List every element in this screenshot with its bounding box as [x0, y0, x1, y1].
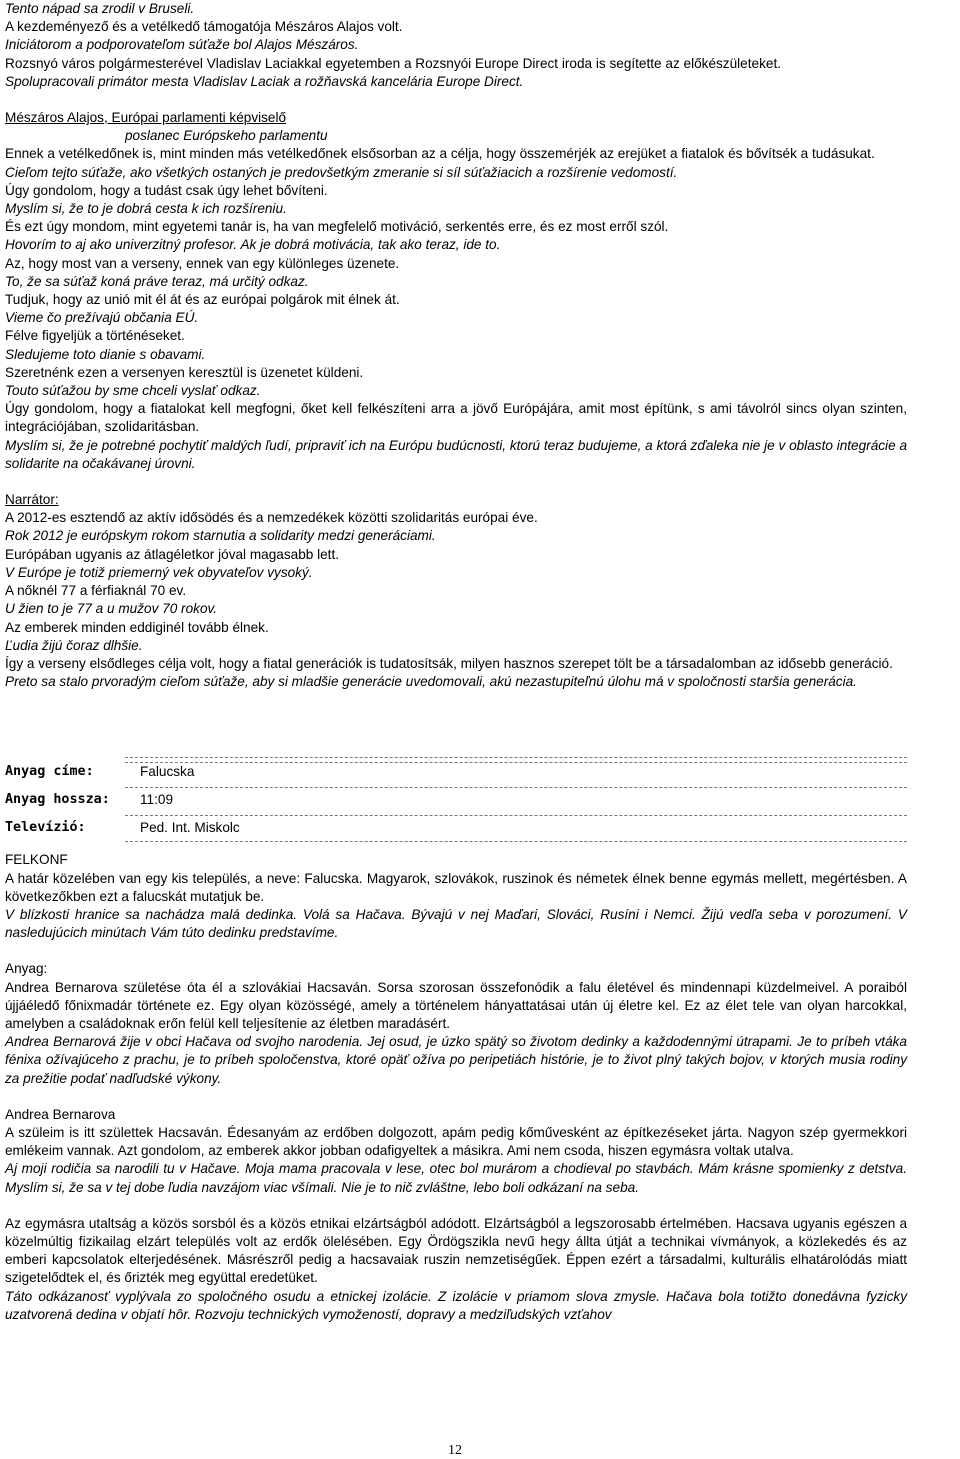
narrator-section [5, 509, 907, 691]
anyag-label: Anyag: [5, 961, 48, 977]
spacer [5, 473, 907, 491]
text-line: Myslím si, že to je dobrá cesta k ich rozšíreniu. [5, 201, 287, 217]
text-line: V blízkosti hranice sa nachádza malá dedinka. Volá sa Hačava. Bývajú v nej Maďari, Slováci, Rusíni i Nemci. Žijú vedľa seba v porozumení. V nasledujúcich minútach Vám túto dedinku predstavíme. [5, 906, 907, 941]
text-line: Rozsnyó város polgármesterével Vladislav Laciakkal egyetemben a Rozsnyói Europe Direct iroda is segítette az előkészületeket. [5, 55, 781, 71]
text-line: A nőknél 77 a férfiaknál 70 ev. [5, 583, 187, 599]
narrator-label: Narrátor: [5, 492, 59, 508]
document-page [5, 0, 907, 1324]
closing-section [5, 1215, 907, 1324]
text-line: Aj moji rodičia sa narodili tu v Hačave. Moja mama pracovala v lese, otec bol murárom a chodieval po stavbách. Mám krásne spomienky z detstva. Myslím si, že sa v tej dobe ľudia navzájom viac všímali. Nie je to nič zvláštne, lebo boli odkázaní na seba. [5, 1161, 907, 1195]
felkonf-label: FELKONF [5, 852, 68, 868]
text-line: Úgy gondolom, hogy a tudást csak úgy lehet bővíteni. [5, 182, 328, 198]
text-line: A határ közelében van egy kis település, a neve: Falucska. Magyarok, szlovákok, ruszinok és németek élnek benne egymás mellett, megértésben. A következőkben ezt a falucskát mutatjuk be. [5, 870, 907, 904]
anyag-section [5, 979, 907, 1088]
felkonf-section [5, 870, 907, 943]
page-number: 12 [448, 1443, 462, 1458]
text-line: Vieme čo prežívajú občania EÚ. [5, 310, 199, 326]
text-line: Andrea Bernarova születése óta él a szlovákiai Hacsaván. Sorsa szorosan összefonódik a falu életével és mindennapi küzdelmeivel. A poraiból újjáéledő főnixmadár története ez. Egy olyan közösségé, amely a történelem hányattatásai után új életre kel. Ez az élet tele van olyan harcokkal, amelyben a családoknak erőn felül kell teljesítenie az életben maradásért. [5, 979, 907, 1031]
text-line: Preto sa stalo prvoradým cieľom súťaže, aby si mladšie generácie uvedomovali, akú nezastupiteľnú úlohu má v spoločnosti staršia generácia. [5, 674, 857, 690]
spacer [5, 1088, 907, 1106]
speaker-role: poslanec Európskeho parlamentu [125, 128, 328, 144]
speaker-name: Mészáros Alajos, Európai parlamenti képviselő [5, 110, 287, 126]
meta-length-label: Anyag hossza: [5, 792, 110, 808]
text-line: Félve figyeljük a történéseket. [5, 328, 185, 344]
text-line: Tudjuk, hogy az unió mit él át és az európai polgárok mit élnek át. [5, 292, 400, 308]
text-line: Touto súťažou by sme chceli vyslať odkaz. [5, 383, 261, 399]
meta-title-value: Falucska [140, 764, 195, 780]
meta-length-value: 11:09 [140, 792, 174, 808]
dashed-rule [125, 762, 907, 763]
meta-tv-value: Ped. Int. Miskolc [140, 820, 240, 836]
text-line: Ennek a vetélkedőnek is, mint minden más vetélkedőnek elsősorban az a célja, hogy összemérjék az erejüket a fiatalok és bővítsék a tudásukat. [5, 146, 875, 162]
text-line: U žien to je 77 a u mužov 70 rokov. [5, 601, 218, 617]
text-line: Hovorím to aj ako univerzitný profesor. Ak je dobrá motivácia, tak ako teraz, ide to. [5, 237, 501, 253]
text-line: Táto odkázanosť vyplývala zo spoločného osudu a etnickej izolácie. Z izolácie v priamom slova zmysle. Hačava bola totižto donedávna fyzicky uzatvorená dedina v objatí hôr. Rozvoju technických vymožeností, dopravy a medziľudských vzťahov [5, 1288, 907, 1322]
text-line: Így a verseny elsődleges célja volt, hogy a fiatal generációk is tudatosítsák, milyen hasznos szerepet tölt be a társadalomban az idősebb generáció. [5, 655, 893, 671]
text-line: Myslím si, že je potrebné pochytiť maldých ľudí, pripraviť ich na Európu budúcnosti, ktorú teraz budujeme, a ktorá zďaleka nie je v oblasto integrácie a solidarite na očakávanej úrovni. [5, 437, 907, 471]
speaker2-name: Andrea Bernarova [5, 1106, 116, 1122]
text-line: Úgy gondolom, hogy a fiatalokat kell megfogni, őket kell felkészíteni arra a jövő Európájára, amit most építünk, s ami távolról sincs olyan szinten, integrációjában, szolidaritásban. [5, 401, 907, 435]
dashed-rule [125, 815, 907, 816]
spacer [5, 91, 907, 109]
text-line: A kezdeményező és a vetélkedő támogatója Mészáros Alajos volt. [5, 19, 403, 35]
text-line: Európában ugyanis az átlagéletkor jóval magasabb lett. [5, 546, 340, 562]
spacer [5, 691, 907, 753]
speech-section [5, 145, 907, 473]
spacer [5, 942, 907, 960]
text-line: Tento nápad sa zrodil v Bruseli. [5, 1, 195, 16]
text-line: Szeretnénk ezen a versenyen keresztül is üzenetet küldeni. [5, 364, 364, 380]
spacer [5, 1197, 907, 1215]
dashed-rule [125, 757, 907, 758]
text-line: Rok 2012 je európskym rokom starnutia a solidarity medzi generáciami. [5, 528, 436, 544]
text-line: Az egymásra utaltság a közös sorsból és a közös etnikai elzártságból adódott. Elzártságból a legszorosabb értelmében. Hacsava ugyanis egészen a közelmúltig fizikailag elzárt település volt az erdők ölelésében. Egy Ördögszikla nevű hegy állta útját a technikai vívmányok, a közlekedés és az emberi kapcsolatok elterjedésének. Másrészről pedig a hacsavaiak ruszin nemzetiségűek. Éppen ezért a társadalmi, kulturális elhatárolódás miatt szigetelődtek el, és őrizték meg együttal eredetüket. [5, 1215, 907, 1286]
dashed-rule [125, 841, 907, 842]
text-line: Ľudia žijú čoraz dlhšie. [5, 637, 143, 653]
text-line: Az, hogy most van a verseny, ennek van egy különleges üzenete. [5, 255, 400, 271]
text-line: A 2012-es esztendő az aktív idősödés és a nemzedékek közötti szolidaritás európai éve. [5, 510, 538, 526]
text-line: V Európe je totiž priemerný vek obyvateľov vysoký. [5, 564, 313, 580]
material-meta [5, 753, 907, 837]
dashed-rule [125, 787, 907, 788]
meta-tv-label: Televízió: [5, 820, 86, 836]
text-line: A szüleim is itt születtek Hacsaván. Édesanyám az erdőben dolgozott, apám pedig kőművesként az építkezéseket járta. Nagyon szép gyermekkori emlékeim vannak. Azt gondolom, az emberek akkor jobban odafigyeltek a másikra. Ami nem csoda, hiszen egymásra voltak utalva. [5, 1124, 907, 1159]
text-line: To, že sa súťaž koná práve teraz, má určitý odkaz. [5, 273, 309, 289]
text-line: Cieľom tejto súťaže, ako všetkých ostaných je predovšetkým zmeranie si síl súťažiacich a rozšírenie vedomostí. [5, 164, 678, 180]
intro-section [5, 0, 907, 91]
meta-title-label: Anyag címe: [5, 764, 94, 780]
text-line: Spolupracovali primátor mesta Vladislav Laciak a rožňavská kancelária Europe Direct. [5, 73, 524, 89]
text-line: Andrea Bernarová žije v obci Hačava od svojho narodenia. Jej osud, je úzko spätý so životom dedinky a každodennými útrapami. Je to príbeh vtáka fénixa ožívajúceho z prachu, je to príbeh spoločenstva, ktoré opäť ožíva po peripetiách histórie, je to život plný takých bojov, v ktorých musia rodiny za prežitie podať nadľudské výkony. [5, 1034, 907, 1086]
text-line: Sledujeme toto dianie s obavami. [5, 346, 206, 362]
text-line: Az emberek minden eddiginél tovább élnek. [5, 619, 269, 635]
text-line: És ezt úgy mondom, mint egyetemi tanár is, ha van megfelelő motiváció, serkentés erre, és ez most erről szól. [5, 219, 669, 235]
text-line: Iniciátorom a podporovateľom súťaže bol Alajos Mészáros. [5, 37, 359, 53]
interview-section [5, 1124, 907, 1197]
